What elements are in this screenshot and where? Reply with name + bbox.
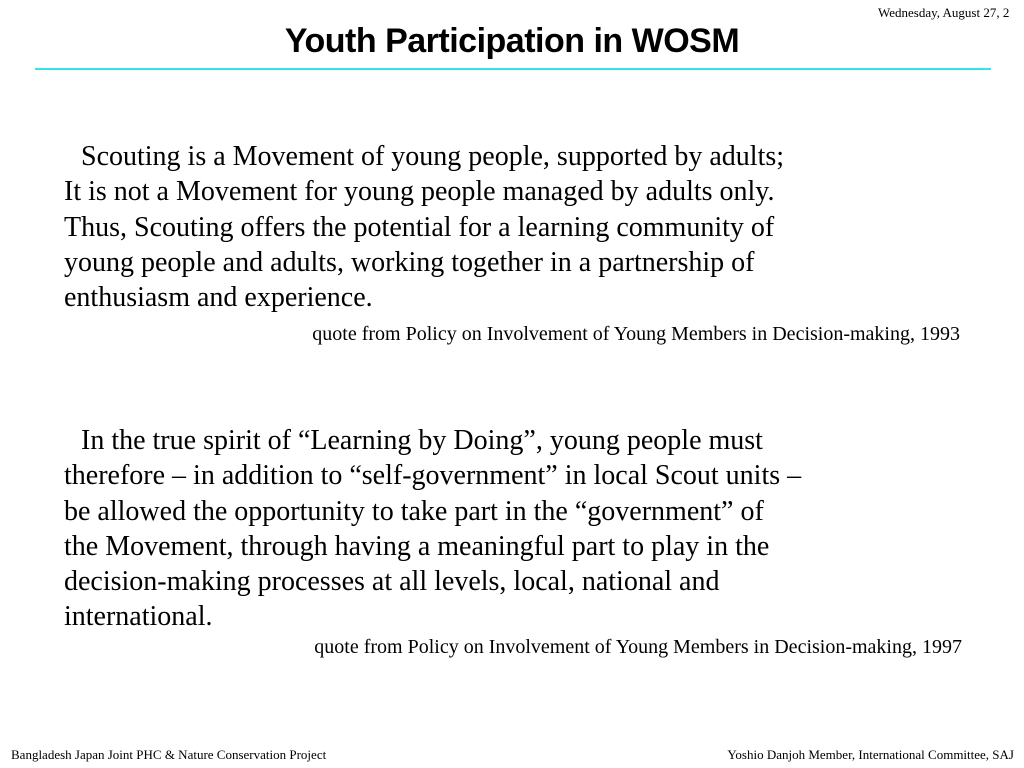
quote-2-source: quote from Policy on Involvement of Young Members in Decision-making, 1997 [314, 636, 962, 658]
quote-2-line-5: decision-making processes at all levels, local, national and [64, 566, 720, 598]
slide-date: Wednesday, August 27, 2 [878, 5, 1010, 20]
slide-title: Youth Participation in WOSM [284, 22, 740, 60]
quote-1-line-3: Thus, Scouting offers the potential for a learning community of [64, 211, 775, 243]
quote-2-line-3: be allowed the opportunity to take part in the “government” of [64, 495, 764, 527]
title-underline [35, 68, 991, 70]
quote-1-line-5: enthusiasm and experience. [64, 282, 373, 314]
quote-1-line-4: young people and adults, working together in a partnership of [64, 246, 755, 278]
quote-2-line-4: the Movement, through having a meaningful part to play in the [64, 530, 770, 562]
quote-2-line-6: international. [64, 601, 213, 633]
quote-2-line-1: In the true spirit of “Learning by Doing”, young people must [81, 425, 763, 456]
quote-1-source: quote from Policy on Involvement of Young Members in Decision-making, 1993 [312, 323, 960, 345]
quote-2-line-2: therefore – in addition to “self-government” in local Scout units – [64, 460, 802, 492]
quote-paragraph-1 [64, 139, 784, 315]
quote-1-line-1: Scouting is a Movement of young people, supported by adults; [81, 141, 785, 172]
footer-author: Yoshio Danjoh Member, International Committee, SAJ [727, 747, 1014, 762]
quote-1-line-2: It is not a Movement for young people managed by adults only. [64, 176, 775, 208]
quote-paragraph-2 [64, 423, 801, 635]
footer-project: Bangladesh Japan Joint PHC & Nature Conservation Project [11, 747, 327, 762]
